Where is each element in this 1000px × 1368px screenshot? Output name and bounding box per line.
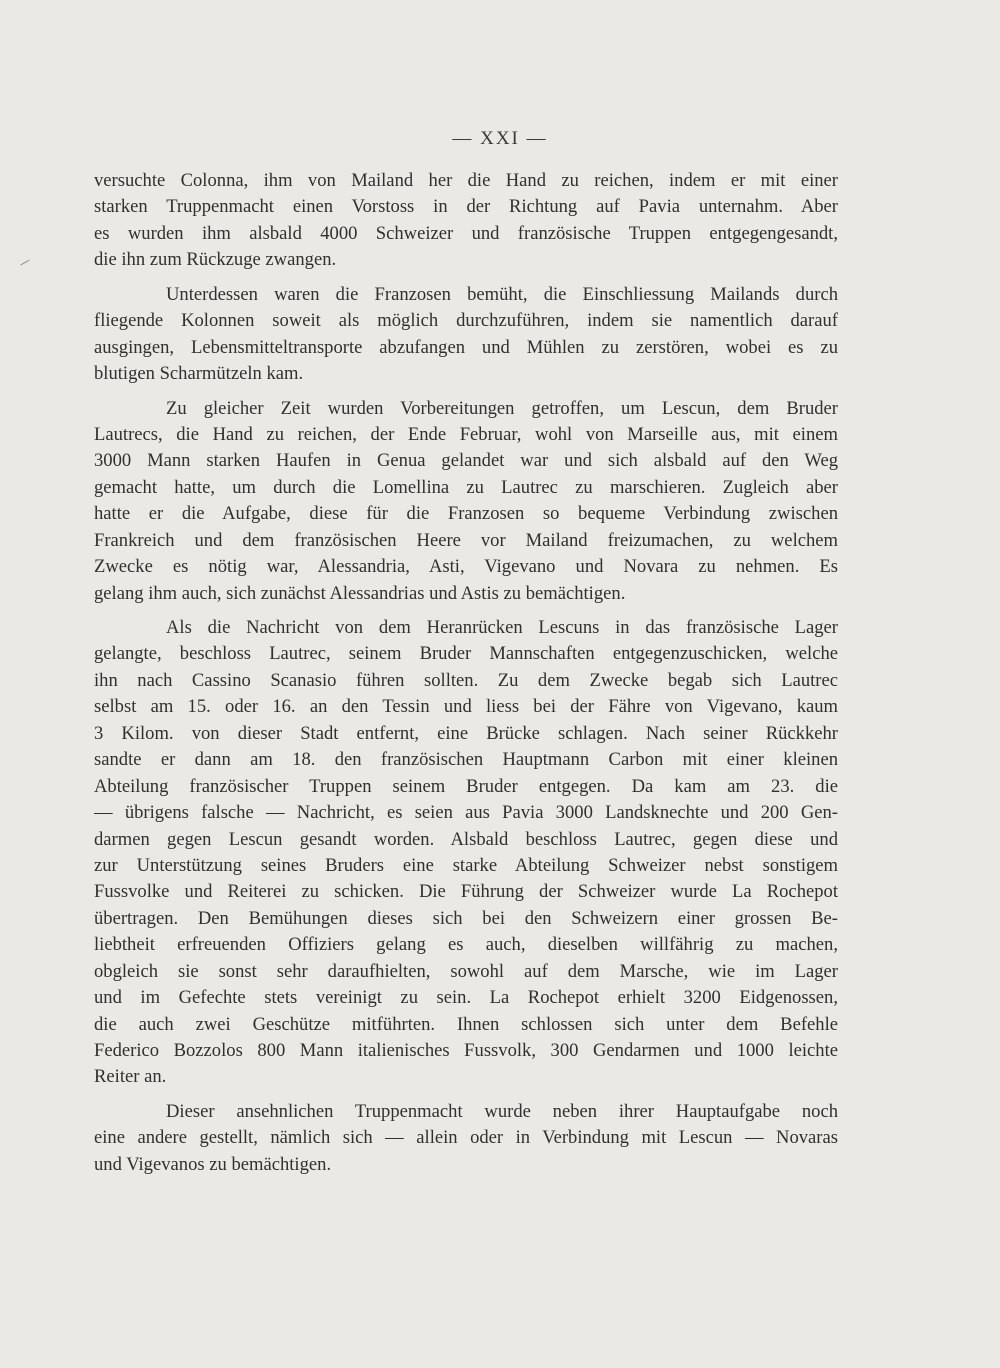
paragraph xyxy=(94,282,838,388)
text-line: Zu gleicher Zeit wurden Vorbereitungen getroffen, um Lescun, dem Bruder xyxy=(166,397,838,419)
paragraph xyxy=(94,396,838,608)
text-line: zur Unterstützung seines Bruders eine starke Abteilung Schweizer nebst sonstigem xyxy=(94,854,838,876)
text-line: darmen gegen Lescun gesandt worden. Alsbald beschloss Lautrec, gegen diese und xyxy=(94,828,838,850)
text-line: 3000 Mann starken Haufen in Genua gelandet war und sich alsbald auf den Weg xyxy=(94,450,838,472)
text-line: obgleich sie sonst sehr daraufhielten, sowohl auf dem Marsche, wie im Lager xyxy=(94,960,838,982)
text-line: ausgingen, Lebensmitteltransporte abzufangen und Mühlen zu zerstören, wobei es zu xyxy=(94,336,838,358)
body-text xyxy=(94,168,838,1178)
text-line: Reiter an. xyxy=(94,1066,167,1088)
margin-mark xyxy=(20,260,29,266)
text-line: Als die Nachricht von dem Heranrücken Lescuns in das französische Lager xyxy=(166,617,838,638)
paragraph xyxy=(94,168,838,274)
text-line: gelang ihm auch, sich zunächst Alessandrias und Astis zu bemächtigen. xyxy=(94,582,626,604)
text-line: und Vigevanos zu bemächtigen. xyxy=(94,1153,332,1175)
text-line: Fussvolke und Reiterei zu schicken. Die Führung der Schweizer wurde La Rochepot xyxy=(94,881,838,903)
text-line: liebtheit erfreuenden Offiziers gelang es auch, dieselben willfährig zu machen, xyxy=(94,934,838,956)
text-line: selbst am 15. oder 16. an den Tessin und liess bei der Fähre von Vigevano, kaum xyxy=(94,696,838,718)
text-line: Abteilung französischer Truppen seinem Bruder entgegen. Da kam am 23. die xyxy=(94,775,838,797)
text-line: starken Truppenmacht einen Vorstoss in der Richtung auf Pavia unternahm. Aber xyxy=(94,196,838,218)
text-line: Lautrecs, die Hand zu reichen, der Ende Februar, wohl von Marseille aus, mit einem xyxy=(94,423,838,445)
paragraph-gap xyxy=(94,274,838,282)
text-line: eine andere gestellt, nämlich sich — allein oder in Verbindung mit Lescun — Novaras xyxy=(94,1127,838,1149)
text-line: Frankreich und dem französischen Heere vor Mailand freizumachen, zu welchem xyxy=(94,529,838,551)
paragraph xyxy=(94,615,838,1091)
text-line: 3 Kilom. von dieser Stadt entfernt, eine Brücke schlagen. Nach seiner Rückkehr xyxy=(94,722,838,744)
text-line: die ihn zum Rückzuge zwangen. xyxy=(94,249,337,271)
text-line: fliegende Kolonnen soweit als möglich durchzuführen, indem sie namentlich darauf xyxy=(94,310,838,332)
text-line: gemacht hatte, um durch die Lomellina zu Lautrec zu marschieren. Zugleich aber xyxy=(94,476,838,498)
text-line: — übrigens falsche — Nachricht, es seien aus Pavia 3000 Landsknechte und 200 Gen- xyxy=(94,802,838,824)
paragraph xyxy=(94,1099,838,1178)
text-line: Dieser ansehnlichen Truppenmacht wurde neben ihrer Hauptaufgabe noch xyxy=(166,1100,838,1122)
paragraph-gap xyxy=(94,607,838,615)
text-line: gelangte, beschloss Lautrec, seinem Bruder Mannschaften entgegenzuschicken, welche xyxy=(94,643,838,665)
text-line: sandte er dann am 18. den französischen Hauptmann Carbon mit einer kleinen xyxy=(94,749,838,771)
text-line: blutigen Scharmützeln kam. xyxy=(94,363,304,385)
text-line: Zwecke es nötig war, Alessandria, Asti, Vigevano und Novara zu nehmen. Es xyxy=(94,556,838,578)
text-line: übertragen. Den Bemühungen dieses sich bei den Schweizern einer grossen Be- xyxy=(94,907,838,929)
paragraph-gap xyxy=(94,388,838,396)
text-line: die auch zwei Geschütze mitführten. Ihnen schlossen sich unter dem Befehle xyxy=(94,1013,838,1035)
text-line: Unterdessen waren die Franzosen bemüht, die Einschliessung Mailands durch xyxy=(166,283,838,305)
page-number-header: — XXI — xyxy=(452,128,548,149)
paragraph-gap xyxy=(94,1091,838,1099)
text-line: und im Gefechte stets vereinigt zu sein. La Rochepot erhielt 3200 Eidgenossen, xyxy=(94,987,838,1009)
text-line: versuchte Colonna, ihm von Mailand her die Hand zu reichen, indem er mit einer xyxy=(94,170,838,191)
text-line: Federico Bozzolos 800 Mann italienisches Fussvolk, 300 Gendarmen und 1000 leichte xyxy=(94,1040,838,1061)
text-line: hatte er die Aufgabe, diese für die Franzosen so bequeme Verbindung zwischen xyxy=(94,503,838,525)
text-line: es wurden ihm alsbald 4000 Schweizer und französische Truppen entgegengesandt, xyxy=(94,222,838,244)
text-line: ihn nach Cassino Scanasio führen sollten. Zu dem Zwecke begab sich Lautrec xyxy=(94,669,838,691)
